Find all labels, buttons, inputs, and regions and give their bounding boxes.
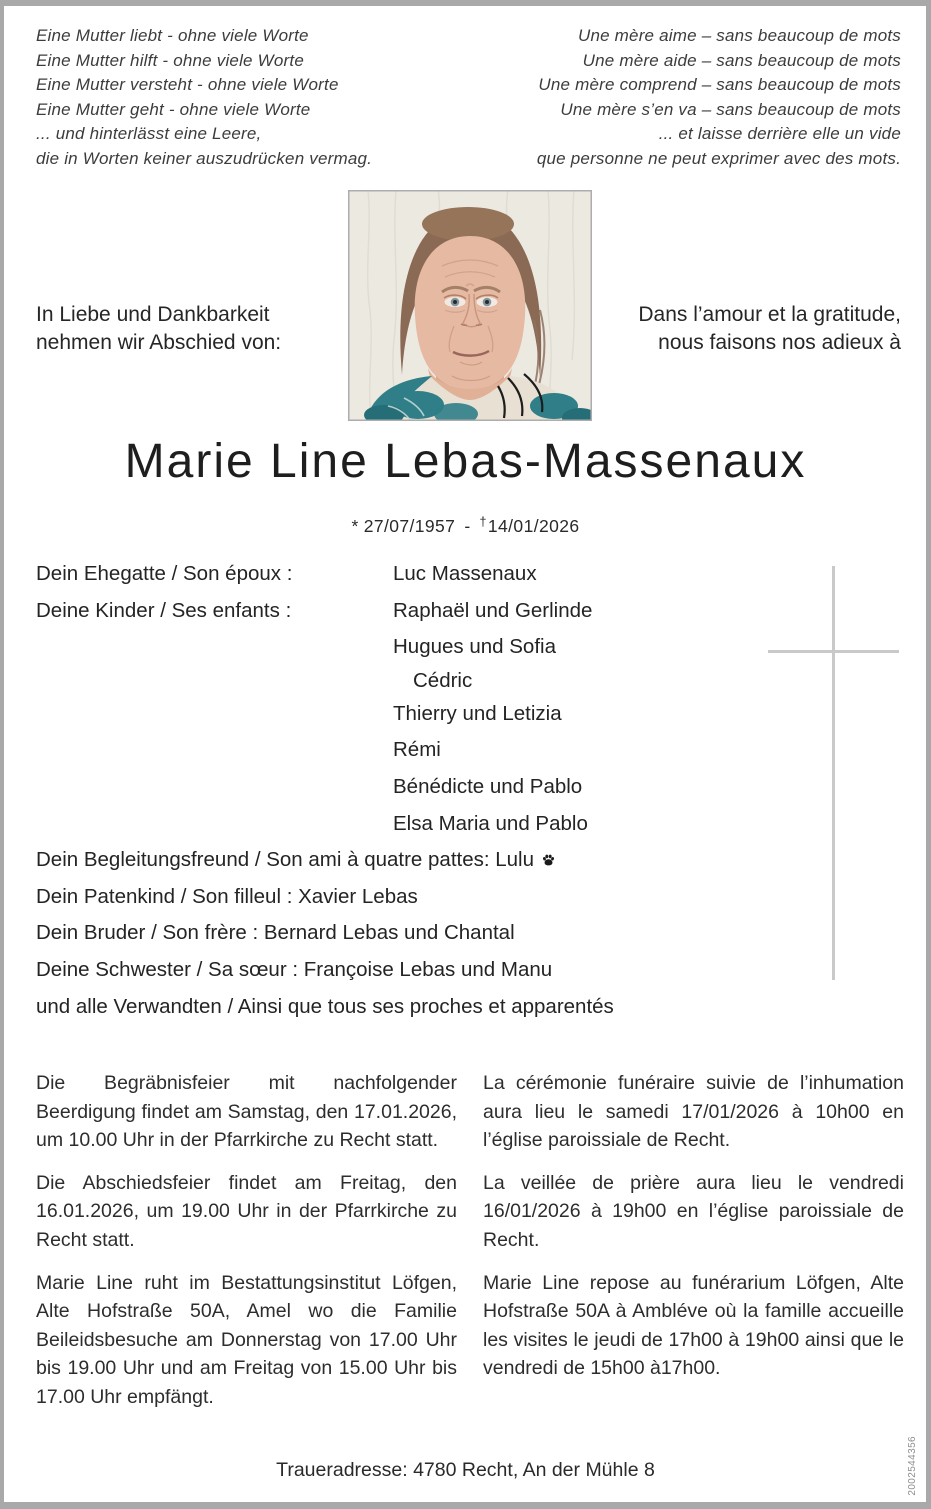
ceremony-french [483,1069,904,1426]
reference-number: 2002544356 [907,1436,918,1496]
intro-german-line: nehmen wir Abschied von: [36,331,282,354]
memorial-cross-horizontal [768,650,899,653]
death-date: 14/01/2026 [487,516,580,536]
family-member: Cédric [413,668,473,692]
poem-line-french: Une mère s’en va – sans beaucoup de mots [560,99,901,119]
poem-line-german: Eine Mutter geht - ohne viele Worte [36,99,311,119]
poem-section [36,24,901,172]
family-member: Luc Massenaux [393,562,537,585]
dates-separator: - [464,516,471,536]
birth-date: 27/07/1957 [363,516,456,536]
intro-french-line: Dans l’amour et la gratitude, [638,303,901,326]
family-label: Deine Kinder / Ses enfants : [36,598,292,622]
poem-german [36,24,372,172]
intro-french-line: nous faisons nos adieux à [658,331,901,354]
farewell-intro-german [36,301,281,357]
family-row-children [36,593,831,843]
family-line-godchild: Dein Patenkind / Son filleul : Xavier Lebas [36,884,418,908]
family-member: Thierry und Letizia [393,701,562,725]
family-member: Hugues und Sofia [393,635,556,659]
family-line-text: Dein Begleitungsfreund / Son ami à quatre pattes: Lulu [36,848,535,872]
deceased-name: Marie Line Lebas-Massenaux [124,435,807,488]
portrait-photo-illustration [348,190,592,421]
poem-line-french: Une mère comprend – sans beaucoup de mots [538,75,901,95]
ceremony-notices [36,1069,904,1426]
poem-line-german: Eine Mutter liebt - ohne viele Worte [36,26,309,45]
family-member: Bénédicte und Pablo [393,774,583,798]
ceremony-paragraph-french: Marie Line repose au funérarium Löfgen, Alte Hofstraße 50A à Ambléve où la famille accueille les visites le jeudi de 17h00 à 19h00 ainsi que le vendredi de 15h00 à17h00. [483,1271,904,1380]
ceremony-paragraph-german: Die Abschiedsfeier findet am Freitag, den 16.01.2026, um 19.00 Uhr in der Pfarrkirche zu Recht statt. [36,1171,457,1251]
ceremony-paragraph-french: La veillée de prière aura lieu le vendredi 16/01/2026 à 19h00 en l’église paroissiale de Recht. [483,1171,904,1251]
family-line-relatives: und alle Verwandten / Ainsi que tous ses proches et apparentés [36,994,614,1018]
poem-line-german: Eine Mutter versteht - ohne viele Worte [36,75,339,95]
paw-print-icon [541,853,556,867]
poem-line-french: Une mère aide – sans beaucoup de mots [582,50,901,70]
farewell-intro-french [638,301,901,357]
family-line-sister: Deine Schwester / Sa sœur : Françoise Lebas und Manu [36,957,553,981]
life-dates [0,515,931,537]
scan-edge-bottom [0,1502,931,1509]
intro-german-line: In Liebe und Dankbarkeit [36,303,270,326]
memorial-cross-vertical [832,566,835,980]
mourning-address: Traueradresse: 4780 Recht, An der Mühle 8 [276,1459,655,1481]
family-line-companion [36,842,831,879]
scan-edge-right [926,0,931,1509]
poem-line-german: die in Worten keiner auszudrücken vermag. [36,148,373,168]
ceremony-german [36,1069,457,1426]
family-label: Dein Ehegatte / Son époux : [36,562,293,585]
poem-line-german: Eine Mutter hilft - ohne viele Worte [36,50,304,70]
family-line-brother: Dein Bruder / Son frère : Bernard Lebas und Chantal [36,921,515,945]
death-symbol: † [479,515,487,529]
ceremony-paragraph-german: Marie Line ruht im Bestattungsinstitut Löfgen, Alte Hofstraße 50A, Amel wo die Familie Beileidsbesuche am Donnerstag von 17.00 Uhr bis 19.00 Uhr und am Freitag von 15.00 Uhr bis 17.00 Uhr empfängt. [36,1271,457,1408]
poem-line-german: ... und hinterlässt eine Leere, [36,124,262,144]
family-row-spouse [36,556,831,593]
portrait-photo [348,190,592,421]
family-member: Elsa Maria und Pablo [393,811,588,835]
scan-edge-top [0,0,931,6]
poem-line-french: Une mère aime – sans beaucoup de mots [577,26,901,45]
family-section [36,556,831,1025]
ceremony-paragraph-french: La cérémonie funéraire suivie de l’inhumation aura lieu le samedi 17/01/2026 à 10h00 en l’église paroissiale de Recht. [483,1072,904,1152]
ceremony-paragraph-german: Die Begräbnisfeier mit nachfolgender Beerdigung findet am Samstag, den 17.01.2026, um 10.00 Uhr in der Pfarrkirche zu Recht statt. [36,1072,457,1152]
poem-line-french: que personne ne peut exprimer avec des mots. [536,148,901,168]
poem-french [537,24,901,172]
birth-symbol: * [351,516,359,536]
scan-edge-left [0,0,4,1509]
poem-line-french: ... et laisse derrière elle un vide [658,124,901,144]
family-member: Raphaël und Gerlinde [393,598,593,622]
family-member: Rémi [393,738,441,762]
